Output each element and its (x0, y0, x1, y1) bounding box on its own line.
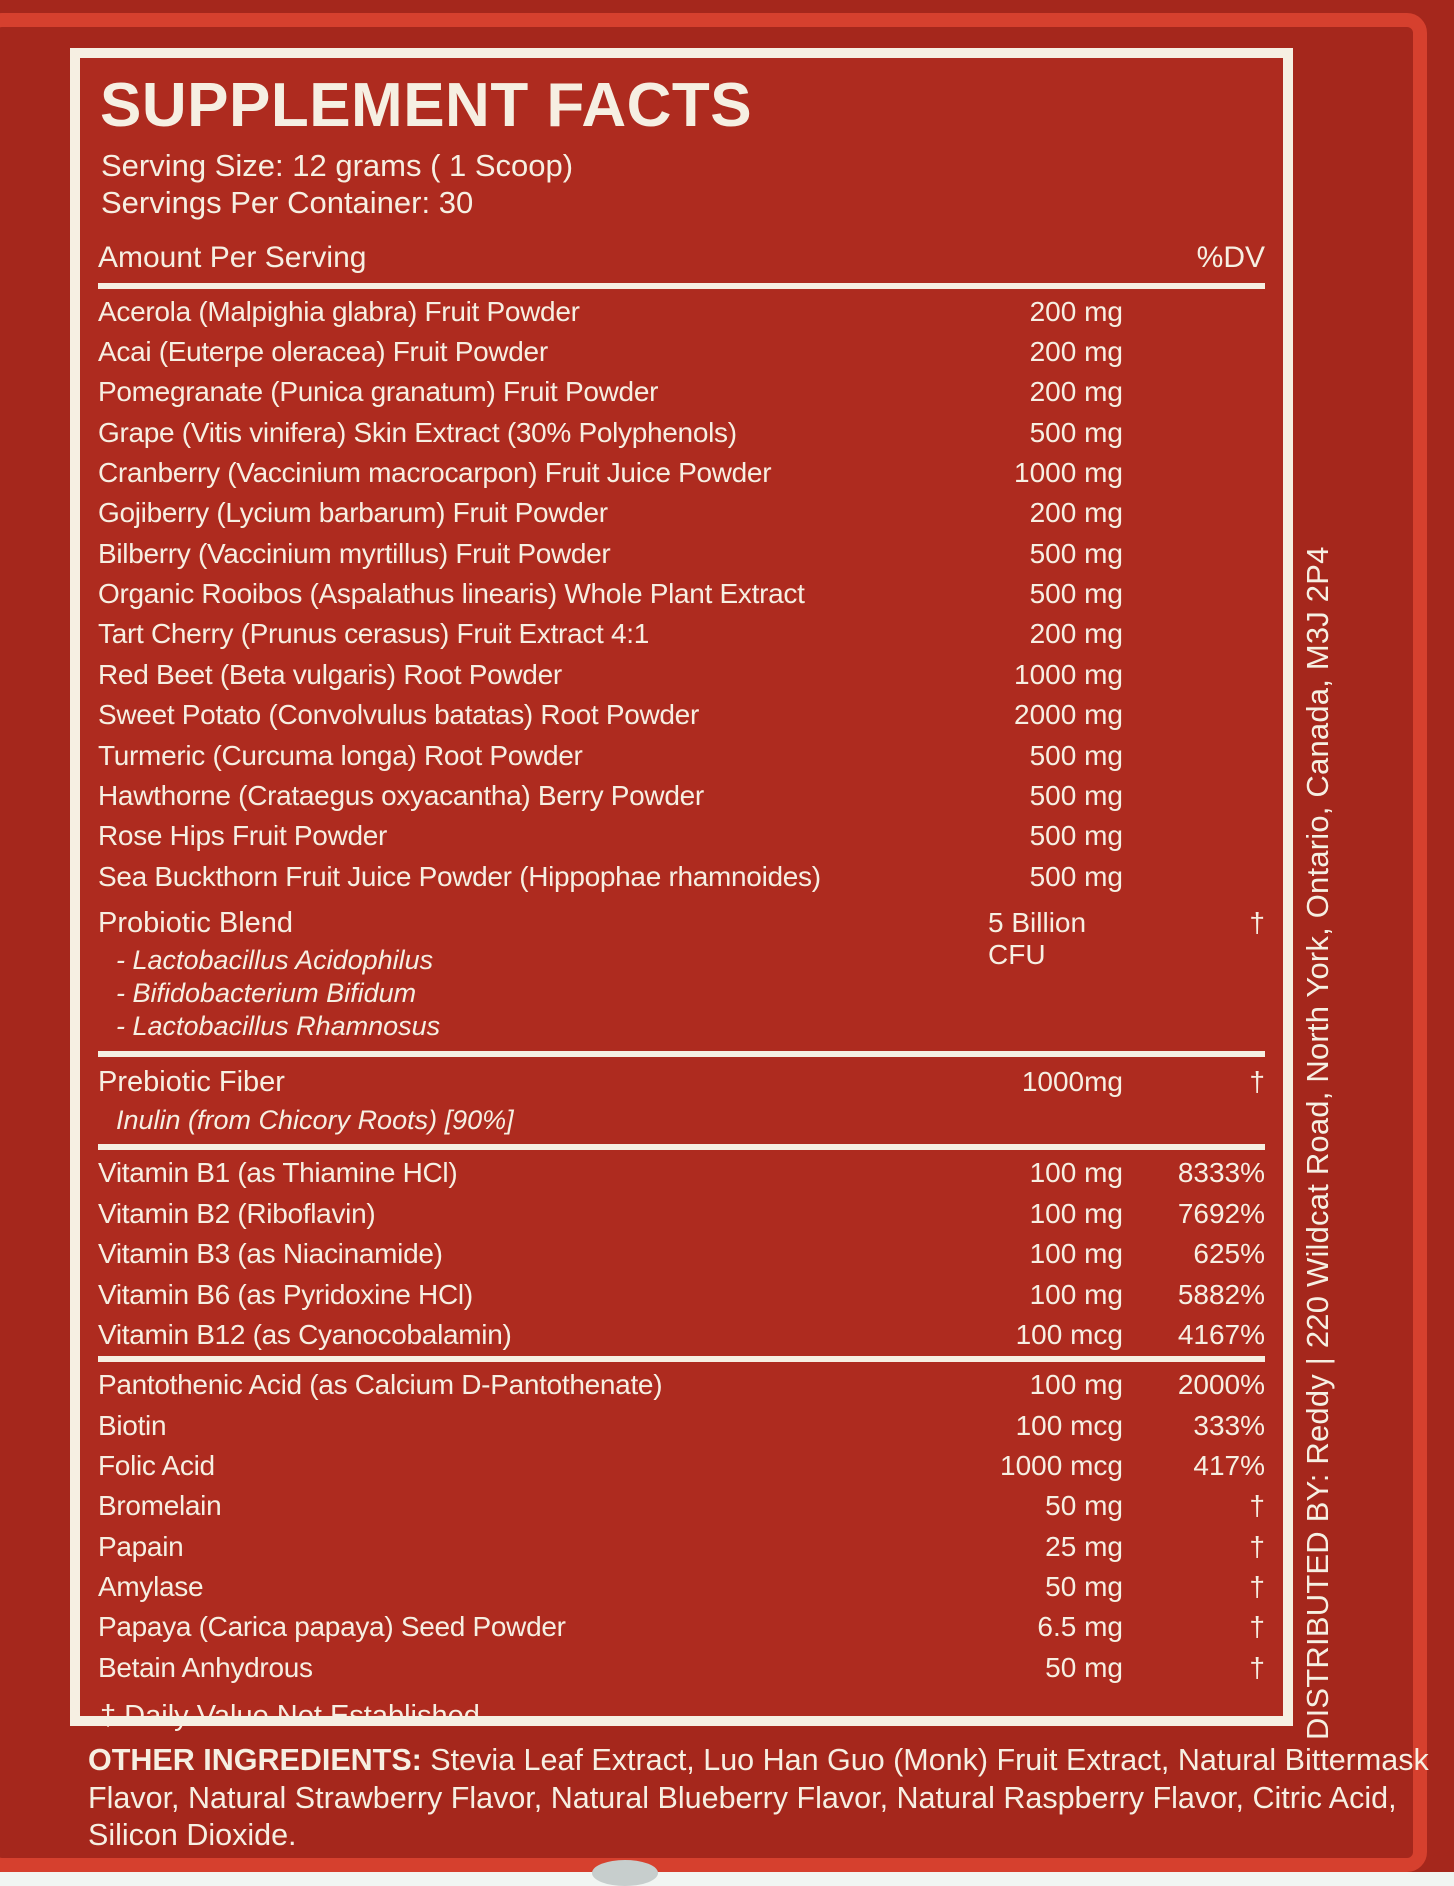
ingredient-name: Probiotic Blend (98, 907, 294, 939)
table-row (98, 371, 1265, 411)
ingredient-amount: 500 mg (1029, 578, 1123, 610)
nutrient-name: Vitamin B6 (as Pyridoxine HCl) (98, 1278, 473, 1310)
nutrient-amount: 100 mg (1029, 1157, 1123, 1189)
nutrient-name: Vitamin B1 (as Thiamine HCl) (98, 1157, 458, 1189)
other-ingredients-text: Stevia Leaf Extract, Luo Han Guo (Monk) Fruit Extract, Natural Bittermask Flavor, Natural Strawberry Flavor, Natural Blueberry Flavor, Natural Raspberry Flavor, Citric Acid, Silicon Dioxide. (88, 1743, 1429, 1852)
nutrient-name: Pantothenic Acid (as Calcium D-Pantothenate) (98, 1369, 663, 1401)
table-row (98, 1233, 1265, 1273)
table-row (98, 1647, 1265, 1687)
table-row (98, 1606, 1265, 1646)
nutrient-dv: 5882% (1177, 1278, 1265, 1310)
ingredient-dv: † (1249, 1066, 1265, 1098)
ingredient-amount: 500 mg (1029, 820, 1123, 852)
dv-header: %DV (1196, 240, 1265, 274)
ingredient-amount: 500 mg (1029, 739, 1123, 771)
nutrient-name: Betain Anhydrous (98, 1651, 313, 1683)
nutrient-name: Vitamin B12 (as Cyanocobalamin) (98, 1318, 512, 1350)
nutrient-name: Biotin (98, 1409, 167, 1441)
ingredient-amount: 1000mg (1021, 1066, 1123, 1098)
table-row (98, 331, 1265, 371)
nutrient-amount: 100 mcg (1015, 1409, 1123, 1441)
table-row (98, 654, 1265, 694)
scroll-notch (592, 1860, 658, 1886)
section-divider (98, 283, 1265, 289)
nutrient-amount: 6.5 mg (1037, 1611, 1123, 1643)
section-divider (98, 1051, 1265, 1057)
nutrient-dv: 417% (1193, 1449, 1265, 1481)
probiotic-blend-row (98, 900, 1265, 1049)
prebiotic-fiber-row (98, 1059, 1265, 1142)
nutrient-name: Vitamin B2 (Riboflavin) (98, 1197, 376, 1229)
table-row (98, 573, 1265, 613)
nutrient-name: Bromelain (98, 1490, 222, 1522)
table-row (98, 1526, 1265, 1566)
table-row (98, 1193, 1265, 1233)
table-row (98, 1364, 1265, 1404)
prebiotic-source: Inulin (from Chicory Roots) [90%] (116, 1104, 514, 1135)
nutrient-amount: 25 mg (1045, 1530, 1123, 1562)
ingredient-amount: 5 Billion CFU (988, 907, 1087, 971)
table-row (98, 1566, 1265, 1606)
table-row (98, 1314, 1265, 1354)
ingredient-name: Sea Buckthorn Fruit Juice Powder (Hippophae rhamnoides) (98, 860, 821, 892)
nutrient-dv: † (1249, 1651, 1265, 1683)
nutrient-amount: 50 mg (1045, 1571, 1123, 1603)
table-row (98, 533, 1265, 573)
other-ingredients (88, 1742, 1438, 1855)
ingredient-name: Gojiberry (Lycium barbarum) Fruit Powder (98, 497, 608, 529)
ingredient-amount: 500 mg (1029, 779, 1123, 811)
table-row (98, 492, 1265, 532)
amount-per-serving-header: Amount Per Serving (98, 240, 367, 274)
page-background-strip (0, 1872, 1454, 1886)
nutrient-dv: 2000% (1177, 1369, 1265, 1401)
blend-name-and-strains (98, 907, 901, 1043)
ingredient-amount: 2000 mg (1014, 699, 1123, 731)
ingredient-amount: 200 mg (1029, 376, 1123, 408)
probiotic-strain: - Lactobacillus Rhamnosus (116, 1011, 441, 1042)
nutrient-amount: 50 mg (1045, 1490, 1123, 1522)
ingredient-name: Rose Hips Fruit Powder (98, 820, 388, 852)
table-row (98, 1445, 1265, 1485)
ingredient-name: Pomegranate (Punica granatum) Fruit Powder (98, 376, 659, 408)
nutrient-name: Folic Acid (98, 1449, 215, 1481)
table-row (98, 1152, 1265, 1192)
nutrient-amount: 100 mg (1029, 1278, 1123, 1310)
ingredient-dv: † (1249, 907, 1265, 938)
table-row (98, 775, 1265, 815)
table-row (98, 1485, 1265, 1525)
table-row (98, 1274, 1265, 1314)
nutrient-name: Papain (98, 1530, 184, 1562)
other-ingredients-label: OTHER INGREDIENTS: (88, 1743, 422, 1777)
serving-size: Serving Size: 12 grams ( 1 Scoop) (101, 148, 574, 184)
nutrient-dv: † (1249, 1530, 1265, 1562)
nutrient-dv: 333% (1193, 1409, 1265, 1441)
table-row (98, 694, 1265, 734)
ingredient-amount: 500 mg (1029, 416, 1123, 448)
nutrient-amount: 50 mg (1045, 1651, 1123, 1683)
nutrient-dv: † (1249, 1490, 1265, 1522)
table-row (98, 452, 1265, 492)
ingredient-amount: 200 mg (1029, 618, 1123, 650)
table-row (98, 735, 1265, 775)
ingredient-name: Bilberry (Vaccinium myrtillus) Fruit Powder (98, 537, 611, 569)
ingredient-amount: 200 mg (1029, 295, 1123, 327)
ingredient-amount: 1000 mg (1014, 457, 1123, 489)
table-row (98, 815, 1265, 855)
ingredient-name: Grape (Vitis vinifera) Skin Extract (30% Polyphenols) (98, 416, 737, 448)
nutrient-amount: 1000 mcg (1000, 1449, 1123, 1481)
ingredient-amount: 200 mg (1029, 335, 1123, 367)
nutrient-name: Vitamin B3 (as Niacinamide) (98, 1238, 443, 1270)
ingredient-name: Prebiotic Fiber (98, 1066, 285, 1099)
ingredient-name: Hawthorne (Crataegus oxyacantha) Berry Powder (98, 779, 704, 811)
ingredient-name: Red Beet (Beta vulgaris) Root Powder (98, 658, 562, 690)
ingredient-amount: 200 mg (1029, 497, 1123, 529)
supplement-facts-panel (70, 48, 1293, 1733)
nutrient-dv: † (1249, 1611, 1265, 1643)
nutrient-amount: 100 mg (1029, 1369, 1123, 1401)
nutrient-dv: 4167% (1177, 1318, 1265, 1350)
ingredient-amount: 500 mg (1029, 537, 1123, 569)
nutrient-name: Papaya (Carica papaya) Seed Powder (98, 1611, 566, 1643)
probiotic-strain: - Lactobacillus Acidophilus (116, 945, 434, 976)
blend-name-and-source (98, 1066, 901, 1136)
ingredient-name: Cranberry (Vaccinium macrocarpon) Fruit Juice Powder (98, 457, 772, 489)
probiotic-strain: - Bifidobacterium Bifidum (116, 978, 417, 1009)
ingredient-name: Turmeric (Curcuma longa) Root Powder (98, 739, 583, 771)
distributor-info: DISTRIBUTED BY: Reddy | 220 Wildcat Road, North York, Ontario, Canada, M3J 2P4 (1300, 546, 1335, 1740)
ingredient-name: Acerola (Malpighia glabra) Fruit Powder (98, 295, 580, 327)
nutrient-name: Amylase (98, 1571, 204, 1603)
ingredient-amount: 500 mg (1029, 860, 1123, 892)
servings-per-container: Servings Per Container: 30 (101, 185, 474, 221)
ingredient-name: Tart Cherry (Prunus cerasus) Fruit Extract 4:1 (98, 618, 650, 650)
nutrient-dv: 7692% (1177, 1197, 1265, 1229)
table-header-row (98, 234, 1265, 281)
ingredient-name: Acai (Euterpe oleracea) Fruit Powder (98, 335, 548, 367)
nutrient-dv: 625% (1193, 1238, 1265, 1270)
table-row (98, 1405, 1265, 1445)
ingredient-amount: 1000 mg (1014, 658, 1123, 690)
section-divider (98, 1144, 1265, 1150)
table-row (98, 412, 1265, 452)
table-row (98, 856, 1265, 896)
nutrient-amount: 100 mg (1029, 1238, 1123, 1270)
nutrient-dv: † (1249, 1571, 1265, 1603)
nutrient-amount: 100 mg (1029, 1197, 1123, 1229)
dv-footnote: † Daily Value Not Established (100, 1700, 480, 1733)
nutrient-dv: 8333% (1177, 1157, 1265, 1189)
section-divider (98, 1356, 1265, 1362)
nutrient-amount: 100 mcg (1015, 1318, 1123, 1350)
table-row (98, 613, 1265, 653)
ingredient-name: Organic Rooibos (Aspalathus linearis) Whole Plant Extract (98, 578, 805, 610)
panel-title: SUPPLEMENT FACTS (100, 71, 753, 140)
table-row (98, 291, 1265, 331)
ingredient-name: Sweet Potato (Convolvulus batatas) Root Powder (98, 699, 699, 731)
